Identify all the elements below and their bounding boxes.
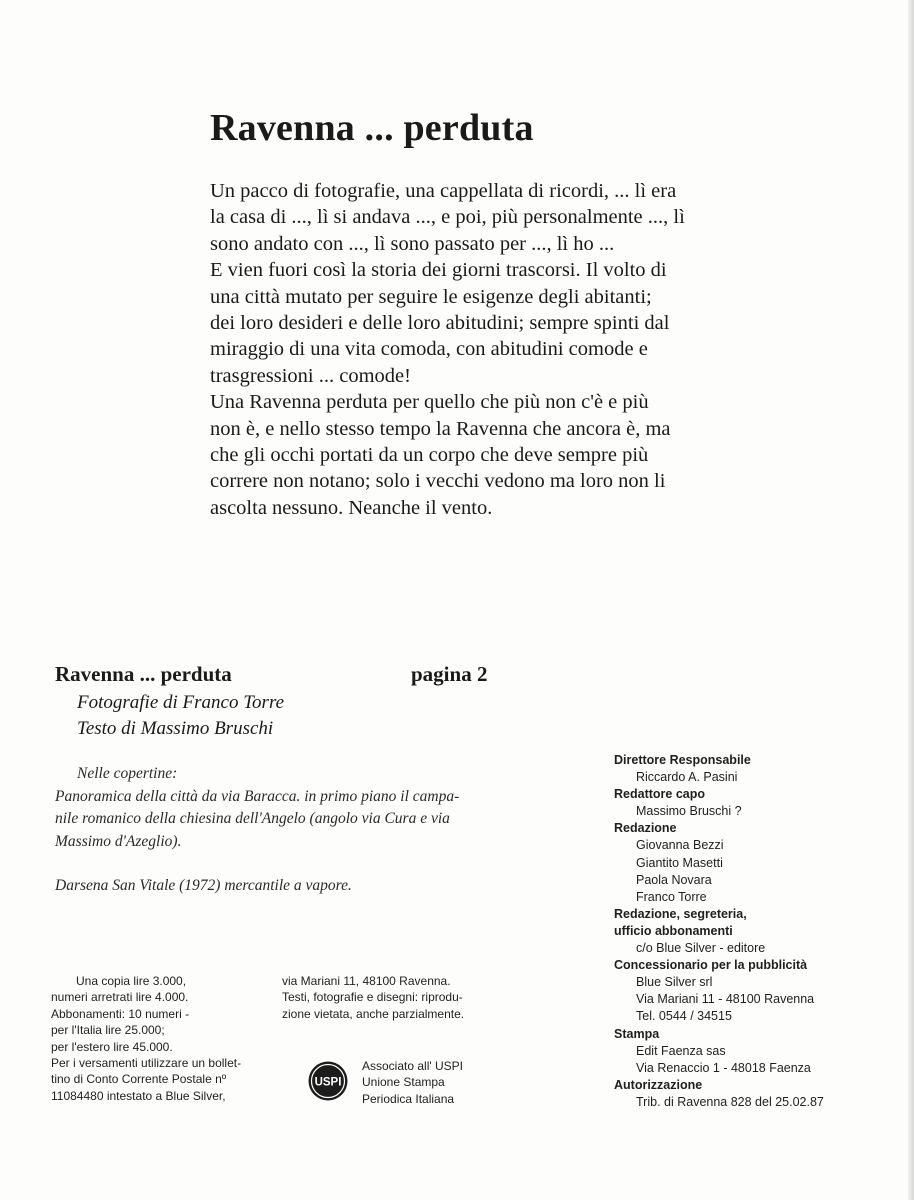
intro-line: una città mutato per seguire le esigenze degli abitanti; (210, 285, 652, 308)
rights-line: zione vietata, anche parzialmente. (282, 1006, 465, 1021)
colophon-value: Franco Torre (636, 889, 707, 904)
pricing-line: tino di Conto Corrente Postale nº (51, 1072, 227, 1087)
colophon-value: Paola Novara (636, 872, 712, 887)
uspi-logo-text: USPI (314, 1076, 342, 1089)
intro-line: correre non notano; solo i vecchi vedono ma loro non li (210, 470, 666, 493)
association-line: Associato all' USPI (362, 1059, 463, 1073)
intro-line: non è, e nello stesso tempo la Ravenna che ancora è, ma (210, 417, 671, 440)
front-cover-caption-line: nile romanico della chiesina dell'Angelo (angolo via Cura e via (55, 810, 450, 827)
front-cover-caption-line: Massimo d'Azeglio). (55, 832, 182, 850)
colophon-value: Giantito Masetti (636, 855, 723, 870)
colophon-value: Giovanna Bezzi (636, 838, 724, 853)
page-number: pagina 2 (411, 662, 488, 686)
intro-line: trasgressioni ... comode! (210, 364, 411, 387)
colophon-value: c/o Blue Silver - editore (636, 941, 766, 956)
intro-line: Una Ravenna perduta per quello che più non c'è e più (210, 391, 649, 414)
rights-notice (282, 973, 464, 1022)
colophon-label: Autorizzazione (614, 1077, 703, 1092)
colophon-value: Riccardo A. Pasini (636, 770, 738, 785)
association-line: Unione Stampa (362, 1075, 445, 1090)
pricing-line: per l'estero lire 45.000. (51, 1039, 173, 1054)
pricing-line: Abbonamenti: 10 numeri - (51, 1006, 190, 1021)
cover-captions-heading: Nelle copertine: (77, 765, 178, 782)
intro-line: E vien fuori così la storia dei giorni trascorsi. Il volto di (210, 259, 667, 282)
pricing-line: per l'Italia lire 25.000; (51, 1023, 165, 1038)
text-credit: Testo di Massimo Bruschi (77, 718, 274, 739)
back-cover-caption: Darsena San Vitale (1972) mercantile a vapore. (55, 877, 352, 894)
front-cover-caption-line: Panoramica della città da via Baracca. in primo piano il campa- (55, 787, 460, 805)
colophon-value: Via Mariani 11 - 48100 Ravenna (636, 992, 815, 1007)
intro-line: la casa di ..., lì si andava ..., e poi, più personalmente ..., lì (210, 206, 685, 229)
colophon-value: Tel. 0544 / 34515 (636, 1009, 732, 1024)
colophon (614, 752, 824, 1111)
pricing-line: 11084480 intestato a Blue Silver, (51, 1088, 226, 1103)
page-title: Ravenna ... perduta (210, 107, 534, 149)
pricing-line: numeri arretrati lire 4.000. (51, 990, 189, 1005)
intro-line: dei loro desideri e delle loro abitudini; sempre spinti dal (210, 312, 670, 335)
intro-line: che gli occhi portati da un corpo che deve sempre più (210, 444, 649, 467)
colophon-label: Redattore capo (614, 787, 705, 802)
rights-line: via Mariani 11, 48100 Ravenna. (282, 974, 451, 988)
association-info (362, 1058, 463, 1107)
pricing-line: Una copia lire 3.000, (76, 974, 187, 988)
intro-line: ascolta nessuno. Neanche il vento. (210, 496, 493, 519)
publication-title: Ravenna ... perduta (55, 662, 232, 686)
intro-text (210, 178, 730, 521)
intro-line: sono andato con ..., lì sono passato per ..., lì ho ... (210, 232, 615, 255)
page-edge-shadow (908, 0, 914, 1200)
photos-credit: Fotografie di Franco Torre (77, 692, 285, 713)
uspi-logo-icon (307, 1060, 349, 1102)
colophon-label: Redazione, segreteria, (614, 906, 747, 921)
colophon-value: Trib. di Ravenna 828 del 25.02.87 (636, 1094, 824, 1109)
colophon-value: Edit Faenza sas (636, 1043, 726, 1058)
colophon-value: Via Renaccio 1 - 48018 Faenza (636, 1060, 811, 1075)
colophon-label: Redazione (614, 821, 677, 836)
colophon-value: Massimo Bruschi ? (636, 804, 742, 819)
pricing-line: Per i versamenti utilizzare un bollet- (51, 1056, 242, 1071)
colophon-label: ufficio abbonamenti (614, 923, 733, 938)
cover-captions (55, 763, 515, 898)
colophon-label: Concessionario per la pubblicità (614, 958, 808, 973)
association-line: Periodica Italiana (362, 1091, 455, 1106)
colophon-label: Stampa (614, 1026, 660, 1041)
intro-line: Un pacco di fotografie, una cappellata di ricordi, ... lì era (210, 180, 677, 202)
intro-line: miraggio di una vita comoda, con abitudini comode e (210, 338, 648, 361)
colophon-value: Blue Silver srl (636, 975, 713, 990)
rights-line: Testi, fotografie e disegni: riprodu- (282, 990, 463, 1005)
colophon-label: Direttore Responsabile (614, 753, 751, 767)
pricing-info (51, 973, 241, 1104)
